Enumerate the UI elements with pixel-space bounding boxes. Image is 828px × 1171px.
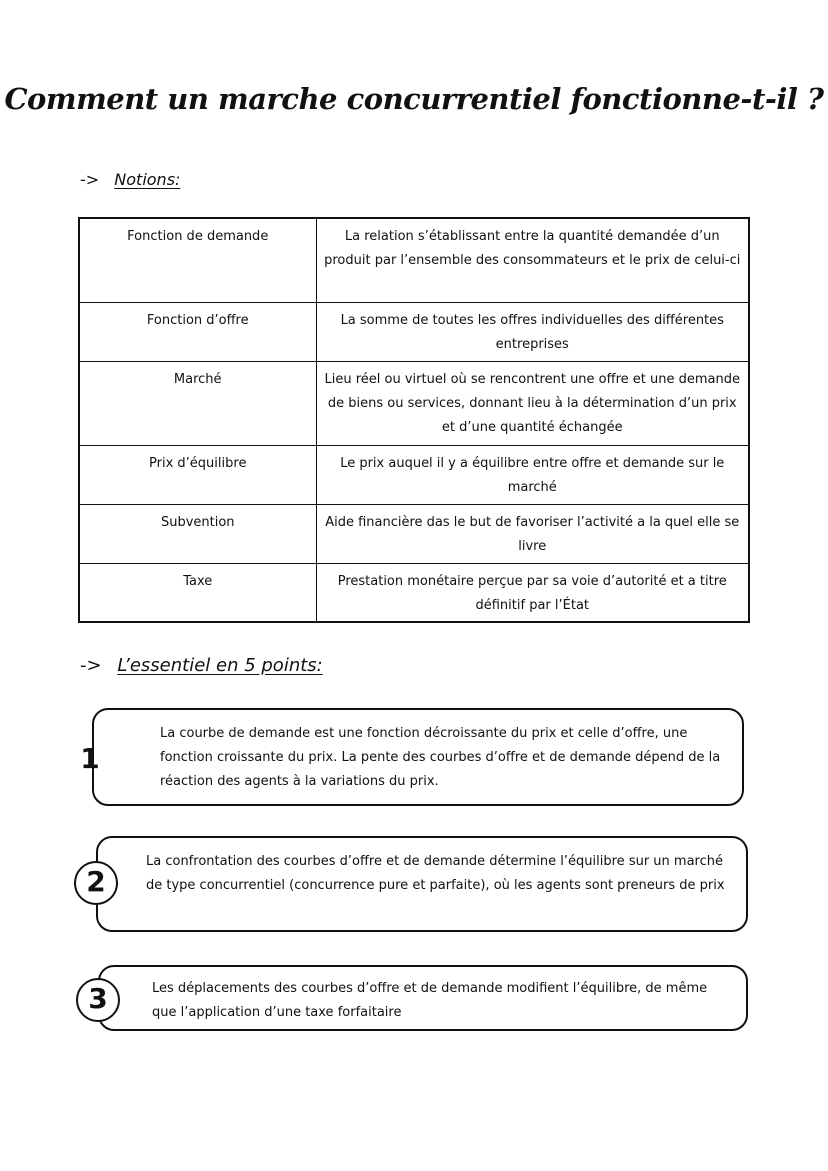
term-cell: Prix d’équilibre [79,445,316,504]
table-row [79,504,749,563]
table-row [79,445,749,504]
term-cell: Fonction d’offre [79,302,316,361]
point-box-1 [92,708,744,806]
notions-table [78,217,750,623]
term-cell: Subvention [79,504,316,563]
notions-heading [80,170,180,189]
point-box-3 [98,965,748,1031]
term-cell: Fonction de demande [79,218,316,302]
point-number-2: 2 [74,861,118,905]
term-cell: Taxe [79,563,316,622]
page-title: Comment un marche concurrentiel fonctionne-t-il ? [4,82,824,116]
point-box-2 [96,836,748,932]
definition-cell: Prestation monétaire perçue par sa voie d’autorité et a titre définitif par l’État [316,563,749,622]
point-number-3: 3 [76,978,120,1022]
point-number-1: 1 [80,742,100,775]
definition-cell: La relation s’établissant entre la quantité demandée d’un produit par l’ensemble des consommateurs et le prix de celui-ci [316,218,749,302]
table-row [79,302,749,361]
table-row [79,563,749,622]
notions-heading-label: Notions: [114,170,181,189]
point-text: La confrontation des courbes d’offre et de demande détermine l’équilibre sur un marché de type concurrentiel (concurrence pure et parfaite), où les agents sont preneurs de prix [146,854,725,893]
essentials-heading [80,655,323,676]
point-text: La courbe de demande est une fonction décroissante du prix et celle d’offre, une fonction croissante du prix. La pente des courbes d’offre et de demande dépend de la réaction des agents à la variations du prix. [160,726,721,789]
term-cell: Marché [79,361,316,445]
essentials-heading-label: L’essentiel en 5 points: [117,655,323,676]
arrow-icon: -> [80,655,102,676]
arrow-icon: -> [80,170,100,189]
table-row [79,218,749,302]
definition-cell: La somme de toutes les offres individuelles des différentes entreprises [316,302,749,361]
point-text: Les déplacements des courbes d’offre et de demande modifient l’équilibre, de même que l’application d’une taxe forfaitaire [152,981,708,1020]
table-row [79,361,749,445]
definition-cell: Lieu réel ou virtuel où se rencontrent une offre et une demande de biens ou services, donnant lieu à la détermination d’un prix et d’une quantité échangée [316,361,749,445]
definition-cell: Aide financière das le but de favoriser l’activité a la quel elle se livre [316,504,749,563]
definition-cell: Le prix auquel il y a équilibre entre offre et demande sur le marché [316,445,749,504]
